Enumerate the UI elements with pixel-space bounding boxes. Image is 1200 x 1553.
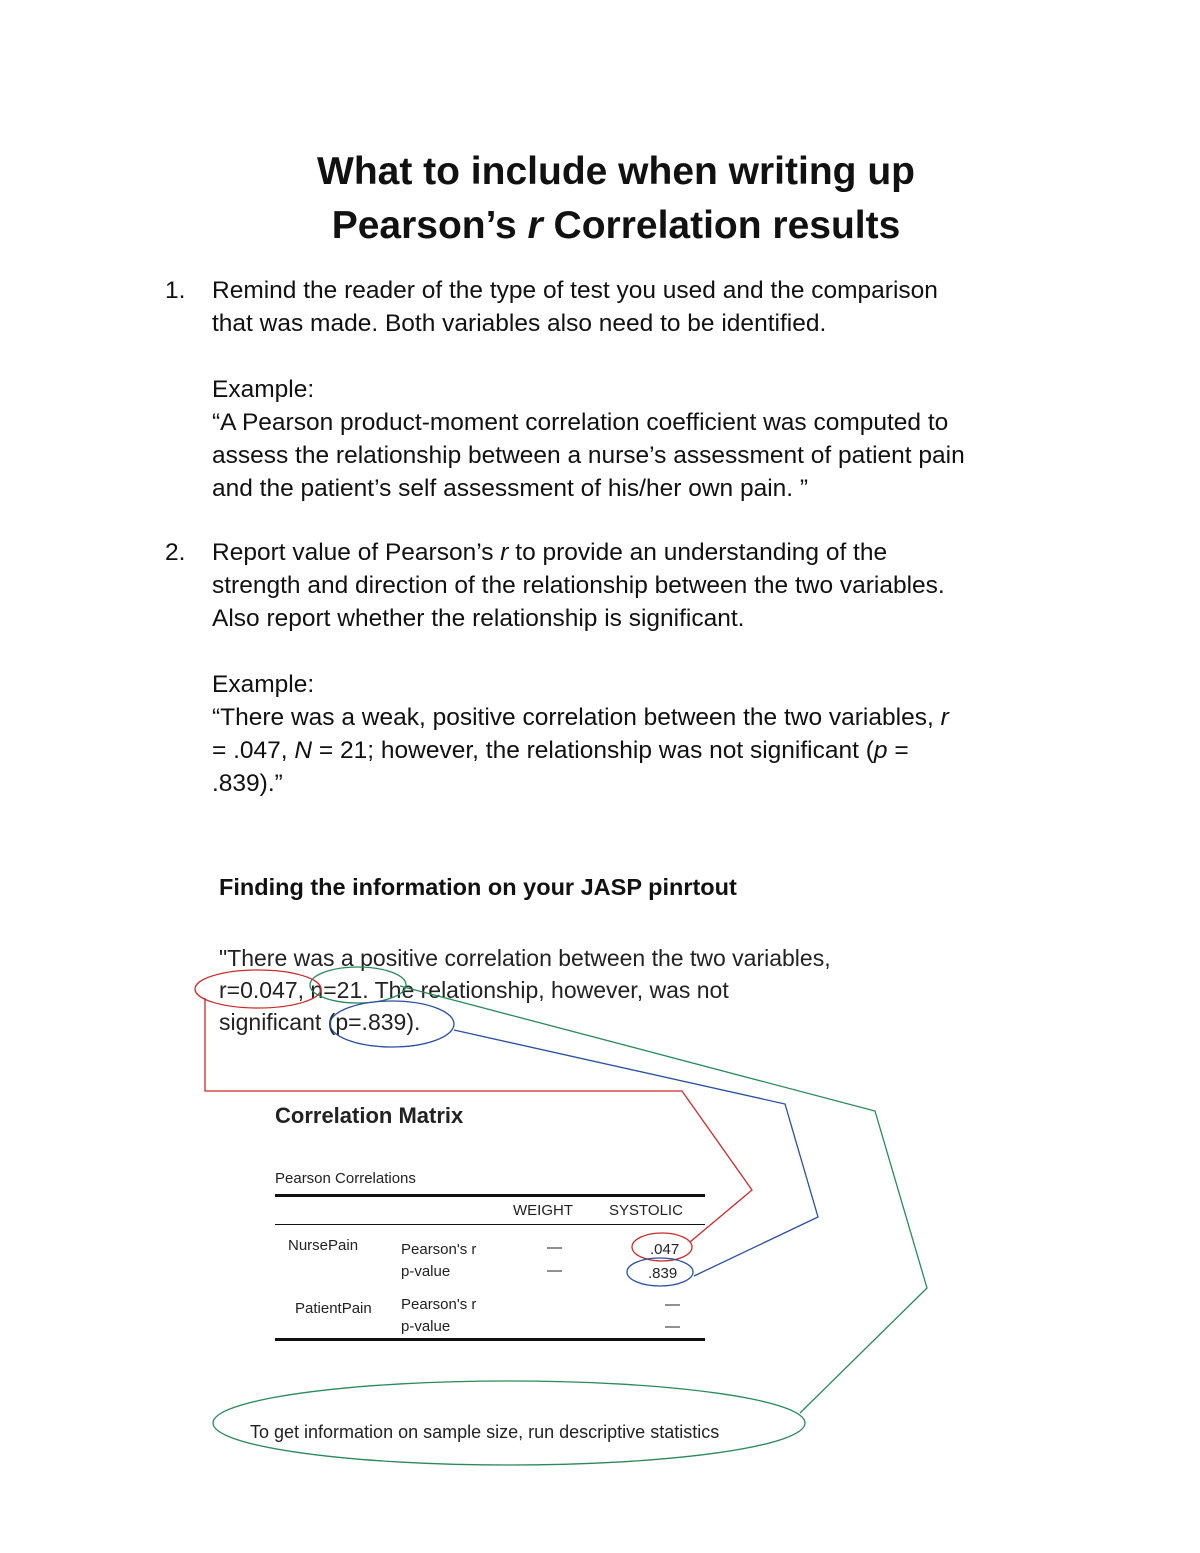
- italic-n: N: [294, 737, 313, 764]
- matrix-subtitle: Pearson Correlations: [275, 1170, 416, 1187]
- list-number: 1.: [165, 277, 186, 304]
- column-header-weight: WEIGHT: [513, 1202, 573, 1219]
- text-segment: = .047,: [212, 737, 295, 764]
- text-segment: “There was a weak, positive correlation between the two variables,: [212, 704, 941, 731]
- example-text: [212, 701, 1085, 800]
- list-item-1: [165, 274, 1085, 505]
- text-line: [212, 701, 1085, 734]
- example-text: [212, 406, 1085, 505]
- list-item-body: [212, 536, 1085, 800]
- text-segment: Report value of Pearson’s: [212, 539, 501, 566]
- cell-systolic-p: .839: [648, 1265, 678, 1282]
- example-label: Example:: [212, 671, 315, 698]
- text-line: [212, 734, 1085, 767]
- footnote: To get information on sample size, run descriptive statistics: [250, 1422, 720, 1442]
- section-heading: Finding the information on your JASP pinrtout: [219, 874, 737, 900]
- cell-systolic-r: .047: [650, 1241, 680, 1258]
- row-stat-label: Pearson's r: [401, 1296, 477, 1313]
- instruction-text: [212, 274, 1085, 340]
- cell-weight-p: —: [547, 1262, 562, 1279]
- list-number: 2.: [165, 539, 186, 566]
- title-line-2-post: Correlation results: [542, 204, 901, 247]
- text-line: Also report whether the relationship is significant.: [212, 605, 745, 632]
- instruction-text: [212, 536, 1085, 635]
- table-bottom-rule: [275, 1338, 705, 1341]
- text-line: “A Pearson product-moment correlation coefficient was computed to: [212, 409, 949, 436]
- text-line: [212, 536, 1085, 569]
- text-segment: =: [887, 737, 909, 764]
- jasp-example-text: [219, 942, 831, 1038]
- page-title: [0, 145, 1200, 253]
- italic-p: p: [873, 737, 888, 764]
- title-italic-r: r: [527, 204, 543, 247]
- cell-systolic-r: —: [665, 1296, 680, 1313]
- blue-connector-line: [454, 1030, 818, 1276]
- table-top-rule: [275, 1194, 705, 1197]
- text-line: r=0.047, n=21. The relationship, however, was not: [219, 977, 729, 1003]
- text-line: assess the relationship between a nurse’s assessment of patient pain: [212, 442, 965, 469]
- title-line-2: [0, 199, 1200, 253]
- table-header-rule: [275, 1224, 705, 1225]
- text-line: significant (p=.839).: [219, 1009, 421, 1035]
- example-label: Example:: [212, 376, 315, 403]
- italic-r: r: [500, 539, 509, 566]
- text-segment: = 21; however, the relationship was not significant (: [312, 737, 874, 764]
- text-segment: to provide an understanding of the: [508, 539, 888, 566]
- title-line-2-pre: Pearson’s: [331, 204, 528, 247]
- cell-systolic-p: —: [665, 1318, 680, 1335]
- text-line: "There was a positive correlation between the two variables,: [219, 945, 831, 971]
- row-stat-label: Pearson's r: [401, 1241, 477, 1258]
- row-stat-label: p-value: [401, 1263, 451, 1280]
- text-line: .839).”: [212, 770, 283, 797]
- cell-weight-r: —: [547, 1239, 562, 1256]
- list-item-2: [165, 536, 1085, 800]
- list-item-body: [212, 274, 1085, 505]
- column-header-systolic: SYSTOLIC: [609, 1202, 683, 1219]
- text-line: and the patient’s self assessment of his/her own pain. ”: [212, 475, 809, 502]
- text-line: strength and direction of the relationship between the two variables.: [212, 572, 945, 599]
- row-stat-label: p-value: [401, 1318, 451, 1335]
- row-variable-nursepain: NursePain: [288, 1237, 359, 1254]
- text-line: that was made. Both variables also need to be identified.: [212, 310, 827, 337]
- row-variable-patientpain: PatientPain: [295, 1300, 372, 1317]
- italic-r: r: [940, 704, 949, 731]
- text-line: Remind the reader of the type of test you used and the comparison: [212, 277, 938, 304]
- title-line-1: What to include when writing up: [317, 150, 915, 193]
- matrix-title: Correlation Matrix: [275, 1103, 464, 1128]
- green-connector-line: [400, 986, 927, 1413]
